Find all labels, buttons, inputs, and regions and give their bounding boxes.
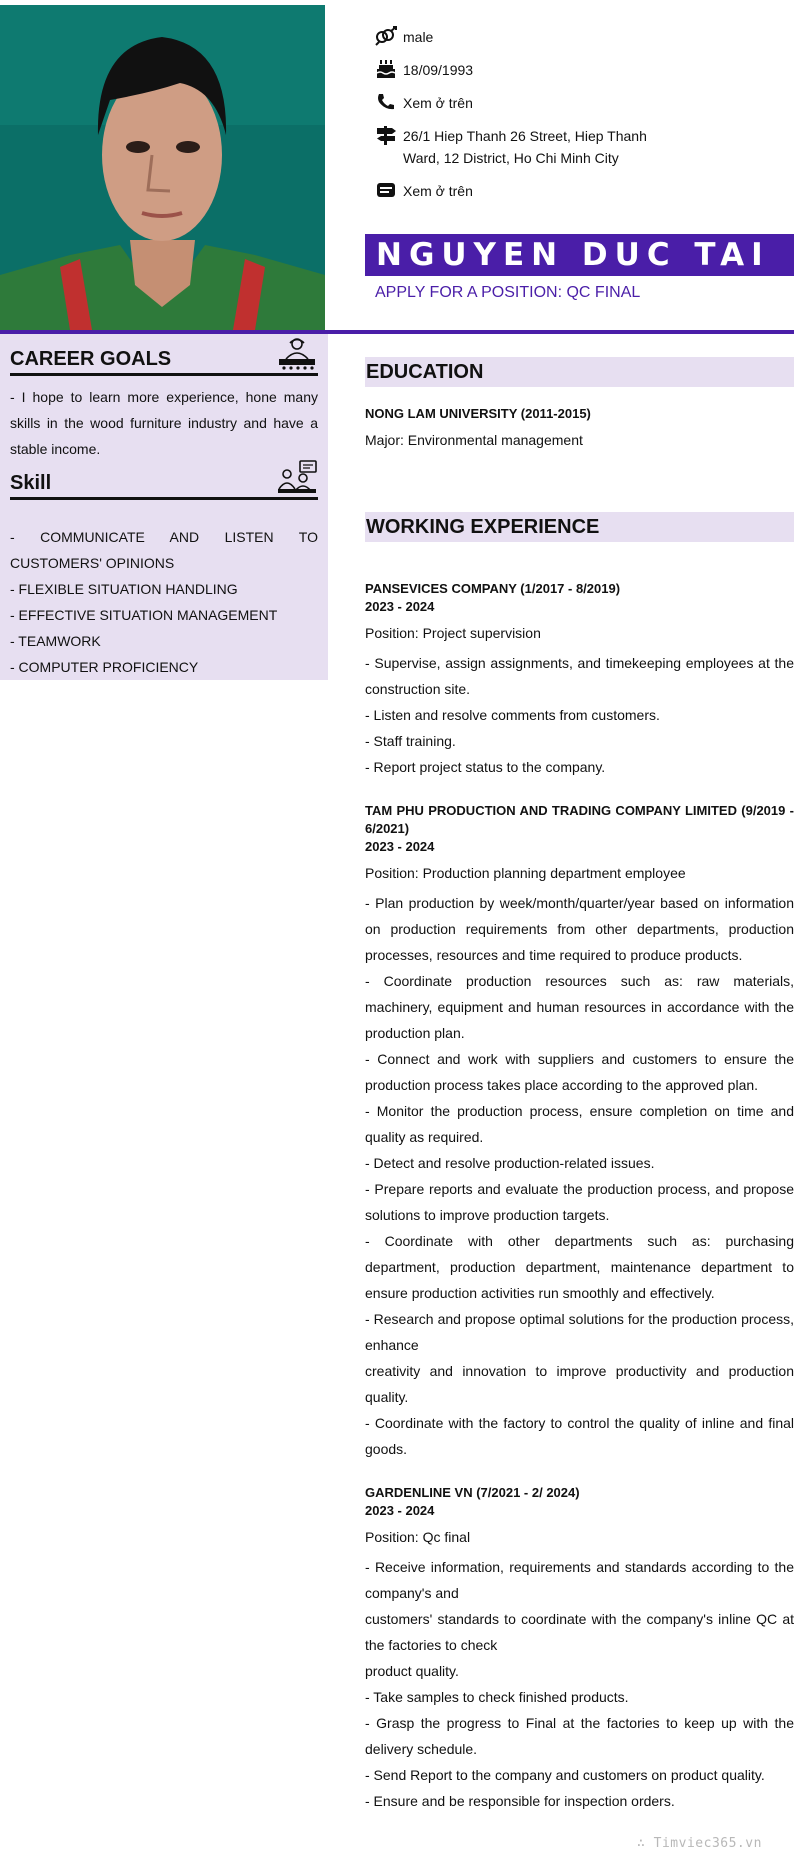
- job-duty-line: - Monitor the production process, ensure completion on time and quality as required.: [365, 1103, 794, 1145]
- education-heading: [365, 357, 794, 387]
- address-row: [375, 125, 800, 169]
- job-duty-line: - Take samples to check finished products.: [365, 1689, 629, 1705]
- skill-item: - EFFECTIVE SITUATION MANAGEMENT: [10, 607, 278, 623]
- job-duty-line: - Research and propose optimal solutions for the production process, enhance: [365, 1311, 794, 1353]
- job-duty-line: - Coordinate with the factory to control the quality of inline and final goods.: [365, 1415, 794, 1457]
- gender-value: male: [403, 29, 434, 45]
- skill-title: Skill: [10, 472, 52, 494]
- job-duty-line: - Connect and work with suppliers and customers to ensure the production process takes place according to the approved plan.: [365, 1051, 794, 1093]
- job-position: Position: Qc final: [365, 1529, 471, 1545]
- job-duty-line: - Staff training.: [365, 733, 456, 749]
- job-entry: [365, 580, 794, 780]
- skill-heading: [10, 466, 318, 500]
- skill-item: - COMMUNICATE AND LISTEN TO CUSTOMERS' OPINIONS: [10, 529, 318, 571]
- job-duty-line: - Ensure and be responsible for inspection orders.: [365, 1793, 675, 1809]
- career-goals-heading: [10, 342, 318, 376]
- email-icon: [375, 180, 403, 200]
- job-title: GARDENLINE VN (7/2021 - 2/ 2024): [365, 1485, 580, 1500]
- gender-icon: [375, 26, 403, 46]
- job-duty-line: - Plan production by week/month/quarter/year based on information on production requirements from other departments, production processes, resources and time required to produce products.: [365, 895, 794, 963]
- job-duty-line: - Listen and resolve comments from customers.: [365, 707, 660, 723]
- education-section: [365, 357, 794, 451]
- career-goals-text: - I hope to learn more experience, hone many skills in the wood furniture industry and have a stable income.: [10, 389, 318, 457]
- job-years: 2023 - 2024: [365, 1503, 435, 1518]
- job-duty-line: - Coordinate production resources such as: raw materials, machinery, equipment and human resources in accordance with the production plan.: [365, 973, 794, 1041]
- skill-item: - TEAMWORK: [10, 633, 101, 649]
- job-list: [365, 580, 794, 1814]
- job-duty-line: - Supervise, assign assignments, and timekeeping employees at the construction site.: [365, 655, 794, 697]
- job-duty-line: customers' standards to coordinate with the company's inline QC at the factories to check: [365, 1611, 794, 1653]
- teamwork-icon: [276, 459, 318, 495]
- name-banner: [365, 234, 794, 276]
- phone-value: Xem ở trên: [403, 95, 473, 111]
- job-duty-line: - Coordinate with other departments such as: purchasing department, production department, maintenance department to ensure production activities run smoothly and effectively.: [365, 1233, 794, 1301]
- skill-list: [10, 524, 318, 680]
- apply-position: APPLY FOR A POSITION: QC FINAL: [375, 284, 641, 301]
- job-duty-line: creativity and innovation to improve productivity and production quality.: [365, 1363, 794, 1405]
- gender-row: [375, 26, 800, 48]
- job-entry: [365, 1484, 794, 1814]
- contact-info: [375, 26, 800, 213]
- left-panel: [0, 334, 328, 680]
- experience-section: [365, 512, 794, 1836]
- birthday-value: 18/09/1993: [403, 62, 474, 78]
- worker-icon: [276, 335, 318, 371]
- candidate-name: NGUYEN DUC TAI: [376, 237, 770, 273]
- job-position: Position: Production planning department employee: [365, 865, 686, 881]
- phone-row: [375, 92, 800, 114]
- job-position: Position: Project supervision: [365, 625, 541, 641]
- job-years: 2023 - 2024: [365, 599, 435, 614]
- career-goals-title: CAREER GOALS: [10, 348, 172, 370]
- job-duty-line: - Detect and resolve production-related issues.: [365, 1155, 655, 1171]
- education-major: Major: Environmental management: [365, 432, 583, 448]
- education-school: NONG LAM UNIVERSITY (2011-2015): [365, 406, 591, 421]
- job-duty-line: - Receive information, requirements and standards according to the company's and: [365, 1559, 794, 1601]
- job-duty-line: product quality.: [365, 1663, 459, 1679]
- birthday-cake-icon: [375, 59, 403, 79]
- job-duty-line: - Prepare reports and evaluate the production process, and propose solutions to improve production targets.: [365, 1181, 794, 1223]
- job-title: TAM PHU PRODUCTION AND TRADING COMPANY LIMITED (9/2019 - 6/2021): [365, 803, 794, 836]
- job-entry: [365, 802, 794, 1462]
- watermark: ∴ Timviec365.vn: [637, 1836, 762, 1851]
- experience-title: WORKING EXPERIENCE: [366, 516, 600, 538]
- signpost-icon: [375, 125, 403, 145]
- watermark-text: Timviec365.vn: [653, 1836, 762, 1851]
- job-title: PANSEVICES COMPANY (1/2017 - 8/2019): [365, 581, 621, 596]
- education-title: EDUCATION: [366, 361, 484, 383]
- birthday-row: [375, 59, 800, 81]
- phone-icon: [375, 92, 403, 112]
- skill-item: - COMPUTER PROFICIENCY: [10, 659, 199, 675]
- profile-photo: [0, 5, 325, 330]
- job-duty-line: - Grasp the progress to Final at the factories to keep up with the delivery schedule.: [365, 1715, 794, 1757]
- email-value: Xem ở trên: [403, 183, 473, 199]
- address-value: 26/1 Hiep Thanh 26 Street, Hiep Thanh Ward, 12 District, Ho Chi Minh City: [403, 128, 647, 166]
- job-duty-line: - Send Report to the company and customers on product quality.: [365, 1767, 765, 1783]
- email-row: [375, 180, 800, 202]
- job-duty-line: - Report project status to the company.: [365, 759, 606, 775]
- skill-item: - FLEXIBLE SITUATION HANDLING: [10, 581, 238, 597]
- job-years: 2023 - 2024: [365, 839, 435, 854]
- experience-heading: [365, 512, 794, 542]
